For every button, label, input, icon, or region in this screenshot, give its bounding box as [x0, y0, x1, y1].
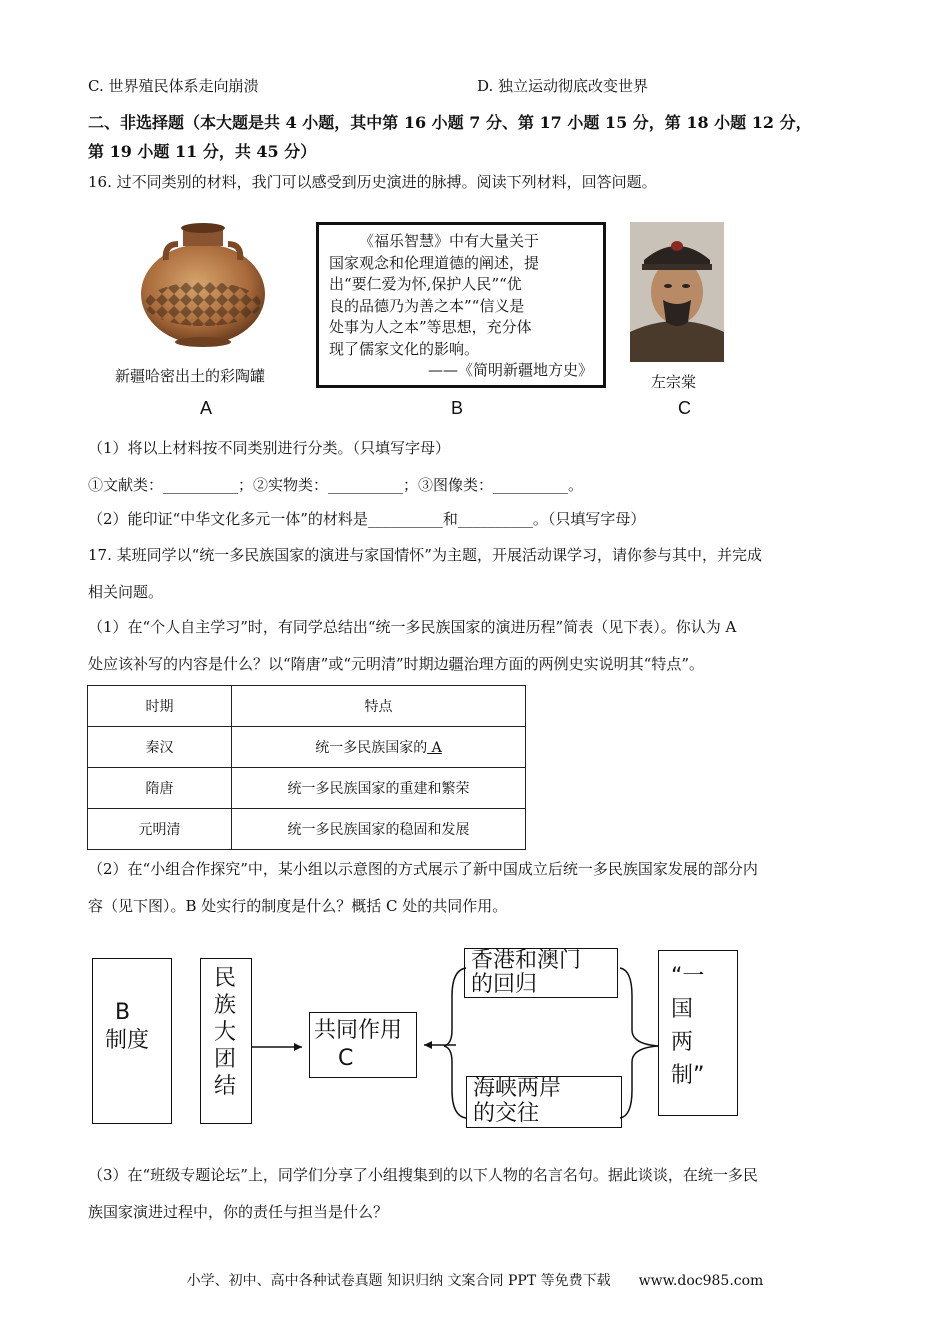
diagram-box-unity	[200, 958, 252, 1124]
q17-sub2-line2: 容（见下图）。B 处实行的制度是什么？概括 C 处的共同作用。	[88, 897, 508, 915]
unity-char: 结	[214, 1074, 237, 1099]
blank-a: A	[427, 740, 442, 756]
diagram-box-strait	[466, 1076, 622, 1128]
diagram-strait-line1: 海峡两岸	[473, 1076, 562, 1101]
ocs-char: “一	[671, 964, 705, 989]
table-row	[88, 768, 526, 809]
section2-heading-line2: 第 19 小题 11 分，共 45 分）	[88, 142, 317, 161]
option-c: C. 世界殖民体系走向崩溃	[88, 77, 259, 95]
fig-b-line-1: 《福乐智慧》中有大量关于	[359, 232, 540, 250]
q16-sub1-blanks: ①文献类：__________；②实物类：__________；③图像类：__________。	[88, 476, 584, 494]
q17-stem-line1: 17. 某班同学以“统一多民族国家的演进与家国情怀”为主题，开展活动课学习，请你参与其中，并完成	[88, 546, 762, 564]
q17-sub1-line2: 处应该补写的内容是什么？以“隋唐”或“元明清”时期边疆治理方面的两例史实说明其“特点”。	[88, 655, 705, 673]
diagram-c-label: C	[338, 1046, 354, 1071]
diagram-box-one-country-two-systems	[658, 950, 738, 1116]
table-header-period: 时期	[88, 686, 232, 727]
diagram-b-label: B	[115, 1000, 131, 1025]
diagram-box-b	[92, 958, 172, 1124]
unity-char: 民	[214, 966, 237, 991]
table-cell-period: 元明清	[88, 809, 232, 850]
diagram-joint-label: 共同作用	[314, 1018, 403, 1043]
table-header-row	[88, 686, 526, 727]
q17-sub3-line1: （3）在“班级专题论坛”上，同学们分享了小组搜集到的以下人物的名言名句。据此谈谈，在统一多民	[88, 1166, 758, 1184]
unity-char: 族	[214, 993, 237, 1018]
unity-char: 大	[214, 1020, 237, 1045]
diagram-box-hk-macau	[464, 948, 618, 998]
q16-sub1: （1）将以上材料按不同类别进行分类。（只填写字母）	[88, 439, 451, 457]
q17-sub3-line2: 族国家演进过程中，你的责任与担当是什么？	[88, 1203, 389, 1221]
feature-text: 统一多民族国家的	[315, 740, 428, 756]
diagram-strait-line2: 的交往	[473, 1101, 540, 1126]
fig-b-line-5: 处事为人之本”等思想，充分体	[329, 318, 532, 336]
table-cell-feature: 统一多民族国家的重建和繁荣	[232, 768, 526, 809]
fig-b-textbox	[316, 222, 606, 388]
diagram-ocs-text	[671, 963, 704, 1089]
fig-b-letter: B	[451, 398, 464, 418]
table-cell-period: 秦汉	[88, 727, 232, 768]
development-table	[87, 685, 526, 850]
fig-b-line-2: 国家观念和伦理道德的阐述，提	[329, 253, 540, 272]
fig-c-caption: 左宗棠	[651, 373, 697, 391]
unity-char: 团	[214, 1047, 237, 1072]
fig-b-line-6: 现了儒家文化的影响。	[329, 339, 480, 358]
q17-sub2-line1: （2）在“小组合作探究”中，某小组以示意图的方式展示了新中国成立后统一多民族国家发展的部分内	[88, 860, 758, 878]
ocs-char: 两	[671, 1030, 694, 1055]
page-footer: 小学、初中、高中各种试卷真题 知识归纳 文案合同 PPT 等免费下载 www.doc985.com	[186, 1273, 764, 1289]
diagram-b-system: 制度	[105, 1028, 150, 1053]
q17-stem-line2: 相关问题。	[88, 583, 164, 601]
ocs-char: 国	[671, 997, 694, 1022]
fig-b-line-3: 出“要仁爱为怀,保护人民”“优	[329, 275, 522, 293]
table-row	[88, 727, 526, 768]
option-d: D. 独立运动彻底改变世界	[477, 77, 649, 95]
ocs-char: 制”	[671, 1063, 705, 1088]
q16-sub2: （2）能印证“中华文化多元一体”的材料是__________和__________。（只填写字母）	[88, 510, 646, 528]
table-cell-period: 隋唐	[88, 768, 232, 809]
table-cell-feature	[232, 727, 526, 768]
table-header-feature: 特点	[232, 686, 526, 727]
fig-b-line-4: 良的品德乃为善之本”“信义是	[329, 296, 525, 315]
fig-b-source: ——《简明新疆地方史》	[427, 361, 593, 379]
fig-a-caption: 新疆哈密出土的彩陶罐	[115, 367, 266, 385]
diagram-hk-line1: 香港和澳门	[471, 948, 582, 973]
fig-a-letter: A	[200, 398, 213, 418]
diagram-hk-line2: 的回归	[471, 972, 538, 997]
q16-stem: 16. 过不同类别的材料，我门可以感受到历史演进的脉搏。阅读下列材料，回答问题。	[88, 173, 657, 191]
diagram-box-joint-role	[309, 1012, 417, 1078]
zuo-zongtang-portrait	[630, 222, 724, 362]
table-cell-feature: 统一多民族国家的稳固和发展	[232, 809, 526, 850]
table-row	[88, 809, 526, 850]
q17-sub1-line1: （1）在“个人自主学习”时，有同学总结出“统一多民族国家的演进历程”简表（见下表）。你认为 A	[88, 618, 737, 636]
fig-c-letter: C	[678, 398, 691, 418]
diagram-unity-text	[214, 965, 240, 1100]
section2-heading-line1: 二、非选择题（本大题是共 4 小题，其中第 16 小题 7 分、第 17 小题 15 分，第 18 小题 12 分，	[88, 113, 812, 132]
